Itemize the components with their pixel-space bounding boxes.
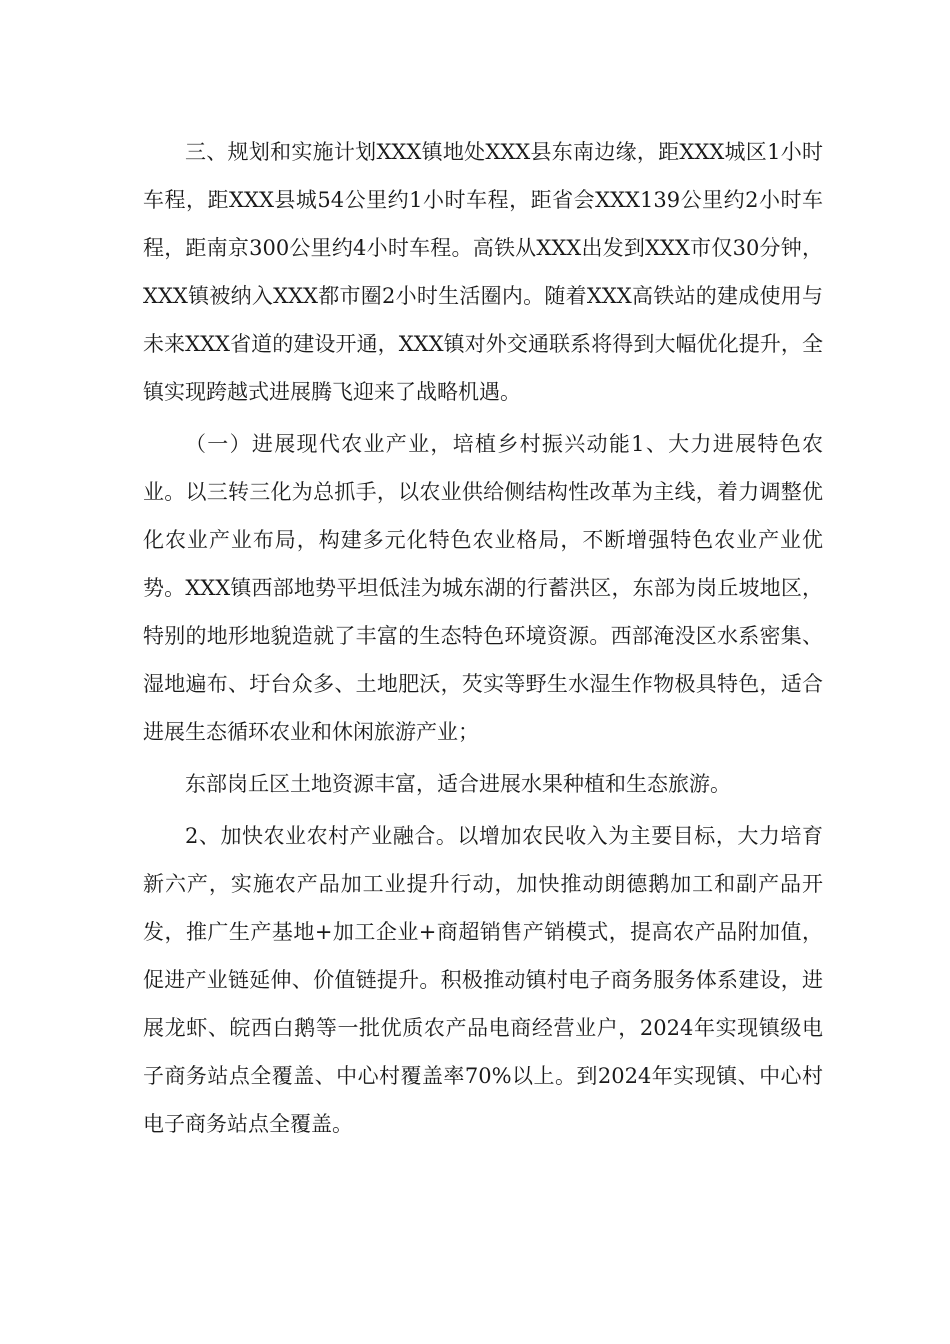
paragraph-modern-agriculture: （一）进展现代农业产业，培植乡村振兴动能1、大力进展特色农业。以三转三化为总抓手，以农业供给侧结构性改革为主线，着力调整优化农业产业布局，构建多元化特色农业格局，不断增强特色农业产业优势。XXX镇西部地势平坦低洼为城东湖的行蓄洪区，东部为岗丘坡地区，特别的地形地貌造就了丰富的生态特色环境资源。西部淹没区水系密集、湿地遍布、圩台众多、土地肥沃，芡实等野生水湿生作物极具特色，适合进展生态循环农业和休闲旅游产业； [143,432,823,744]
document-body [143,128,823,1148]
paragraph-planning: 三、规划和实施计划XXX镇地处XXX县东南边缘，距XXX城区1小时车程，距XXX县城54公里约1小时车程，距省会XXX139公里约2小时车程，距南京300公里约4小时车程。高铁从XXX出发到XXX市仅30分钟，XXX镇被纳入XXX都市圈2小时生活圈内。随着XXX高铁站的建成使用与未来XXX省道的建设开通，XXX镇对外交通联系将得到大幅优化提升，全镇实现跨越式进展腾飞迎来了战略机遇。 [143,140,823,404]
paragraph-east-hills: 东部岗丘区土地资源丰富，适合进展水果种植和生态旅游。 [185,772,731,796]
paragraph-industry-integration: 2、加快农业农村产业融合。以增加农民收入为主要目标，大力培育新六产，实施农产品加工业提升行动，加快推动朗德鹅加工和副产品开发，推广生产基地+加工企业+商超销售产销模式，提高农产品附加值，促进产业链延伸、价值链提升。积极推动镇村电子商务服务体系建设，进展龙虾、皖西白鹅等一批优质农产品电商经营业户，2024年实现镇级电子商务站点全覆盖、中心村覆盖率70%以上。到2024年实现镇、中心村电子商务站点全覆盖。 [143,824,823,1136]
